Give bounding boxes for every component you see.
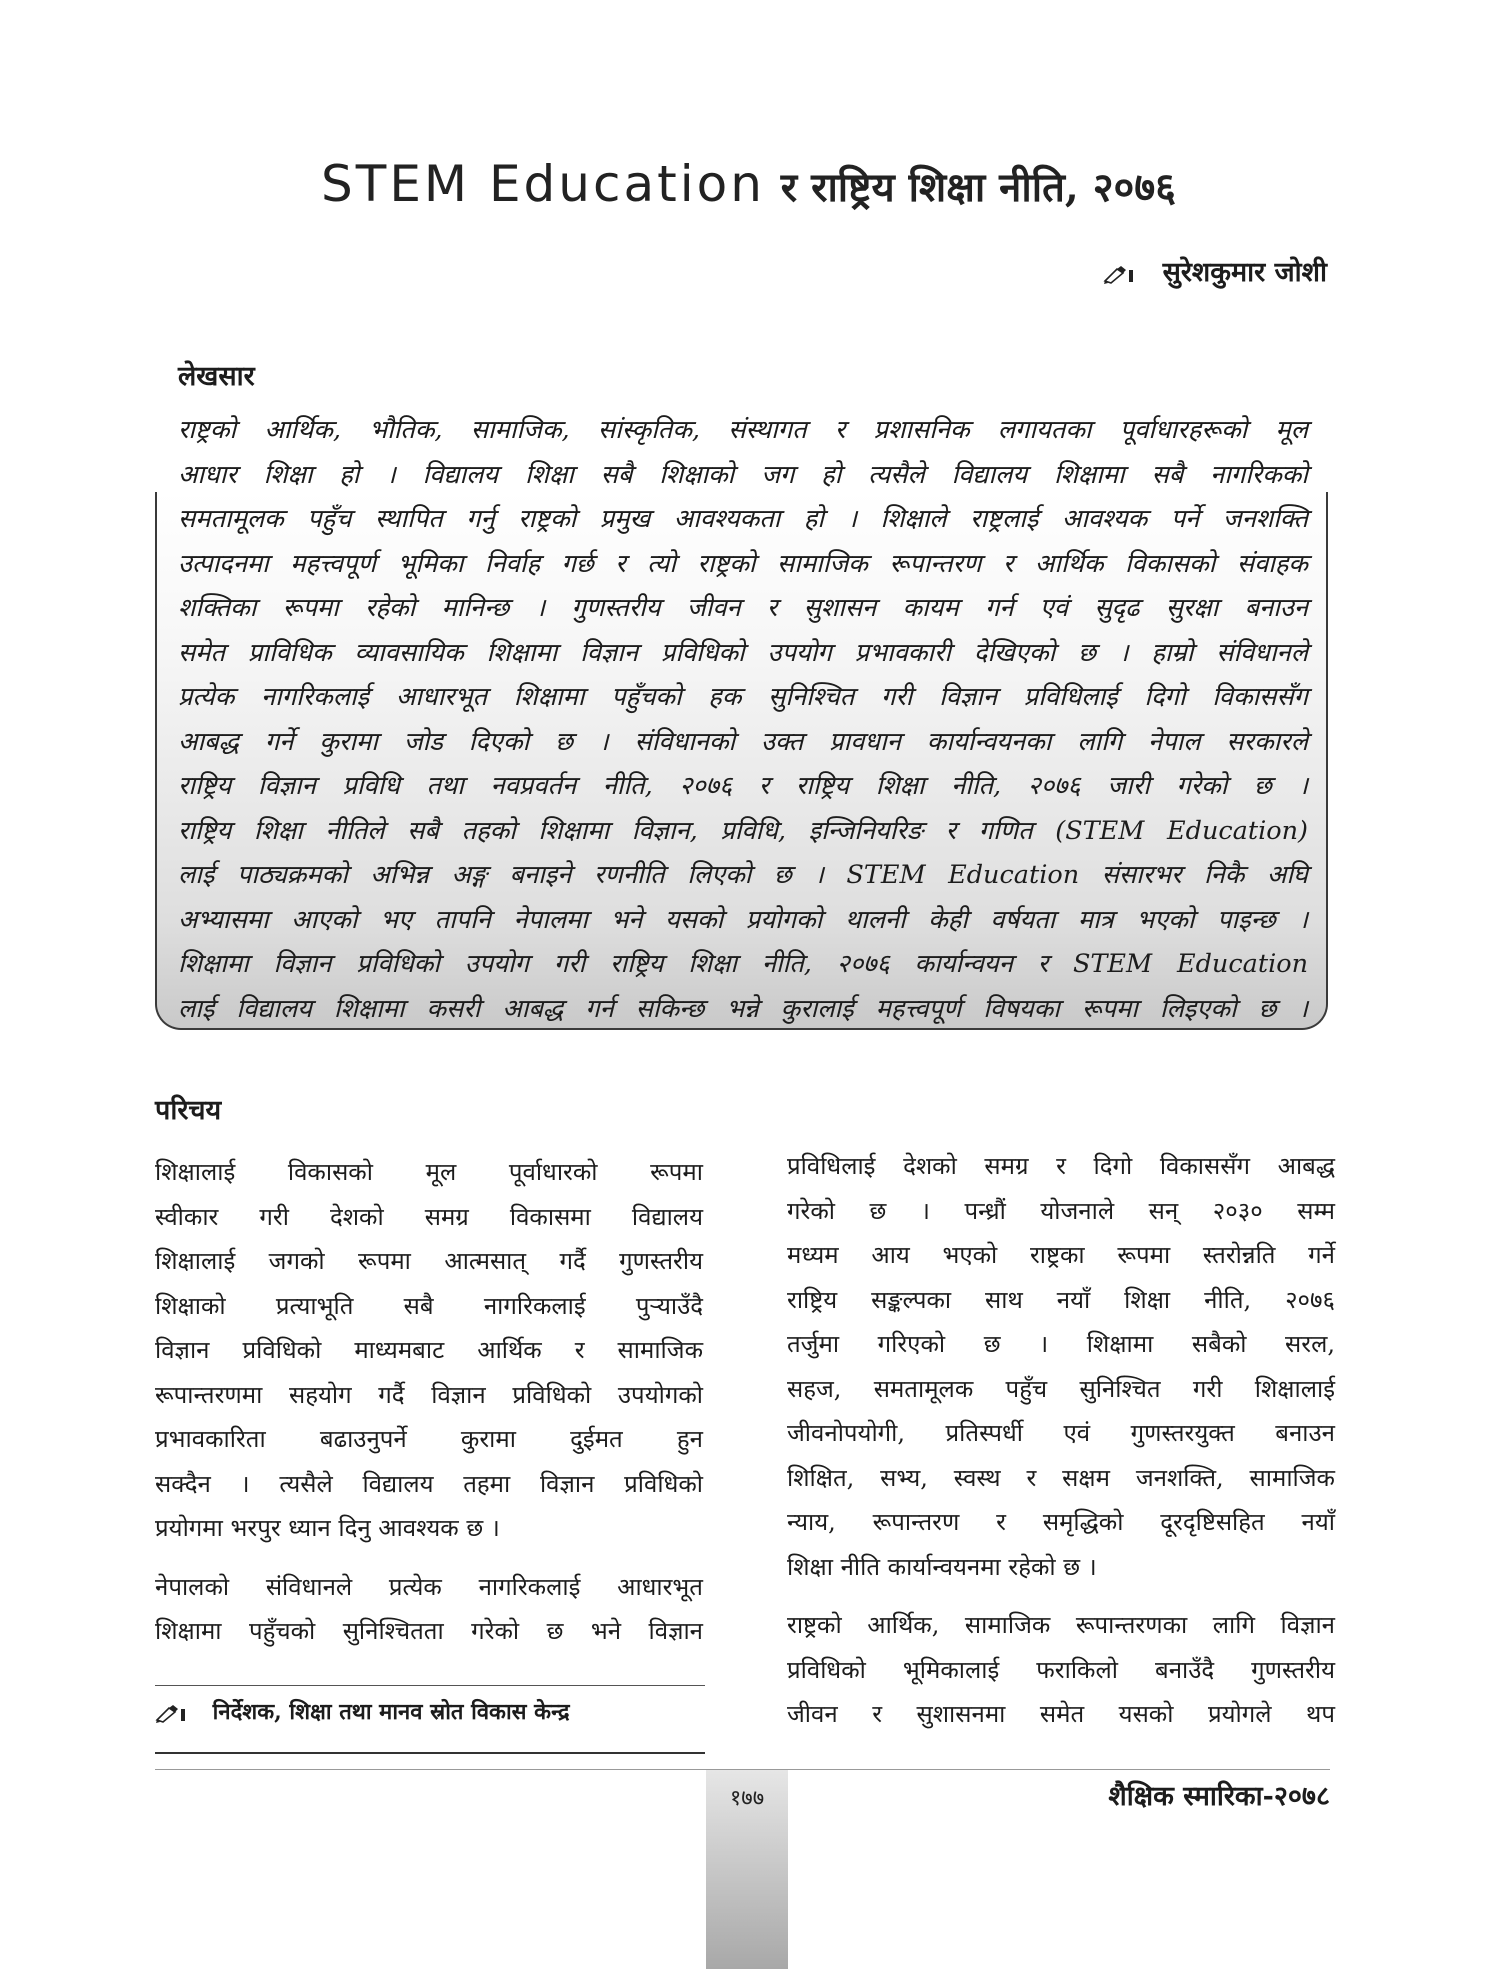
text-line: तर्जुमा गरिएको छ । शिक्षामा सबैको सरल, — [787, 1330, 1335, 1358]
left-column — [155, 1150, 703, 1654]
left-paragraph-1 — [155, 1150, 703, 1551]
abstract-line: शक्तिका रूपमा रहेको मानिन्छ । गुणस्तरीय जीवन र सुशासन कायम गर्न एवं सुदृढ सुरक्षा बनाउन — [178, 593, 1308, 623]
abstract-line: अभ्यासमा आएको भए तापनि नेपालमा भने यसको प्रयोगको थालनी केही वर्षयता मात्र भएको पाइन्छ । — [178, 904, 1308, 935]
author-footnote — [155, 1696, 570, 1726]
text-line: शिक्षालाई विकासको मूल पूर्वाधारको रूपमा — [155, 1158, 703, 1186]
abstract-line: राष्ट्रिय विज्ञान प्रविधि तथा नवप्रवर्तन नीति, २०७६ र राष्ट्रिय शिक्षा नीति, २०७६ जारी गरेको छ । — [178, 771, 1308, 801]
pen-icon — [1103, 264, 1137, 284]
abstract-line: आधार शिक्षा हो । विद्यालय शिक्षा सबै शिक्षाको जग हो त्यसैले विद्यालय शिक्षामा सबै नागरिकको — [178, 459, 1308, 490]
text-line: शिक्षा नीति कार्यान्वयनमा रहेको छ । — [787, 1552, 1097, 1581]
abstract-text — [178, 408, 1308, 1031]
abstract-line: प्रत्येक नागरिकलाई आधारभूत शिक्षामा पहुँचको हक सुनिश्चित गरी विज्ञान प्रविधिलाई दिगो विकाससँग — [178, 682, 1308, 712]
text-line: राष्ट्रिय सङ्कल्पका साथ नयाँ शिक्षा नीति, २०७६ — [787, 1285, 1335, 1314]
pen-icon — [155, 1703, 189, 1723]
footnote-divider-bottom — [155, 1752, 705, 1754]
abstract-line: आबद्ध गर्ने कुरामा जोड दिएको छ । संविधानको उक्त प्रावधान कार्यान्वयनका लागि नेपाल सरकारले — [178, 726, 1308, 757]
abstract-heading: लेखसार — [178, 361, 255, 392]
page-number: १७७ — [729, 1786, 765, 1811]
right-paragraph-2 — [787, 1603, 1335, 1737]
text-line: सक्दैन । त्यसैले विद्यालय तहमा विज्ञान प्रविधिको — [155, 1469, 703, 1498]
abstract-line: लाई विद्यालय शिक्षामा कसरी आबद्ध गर्न सकिन्छ भन्ने कुरालाई महत्त्वपूर्ण विषयका रूपमा लिइएको छ । — [178, 993, 1308, 1024]
intro-heading: परिचय — [155, 1095, 222, 1126]
footnote-text: निर्देशक, शिक्षा तथा मानव स्रोत विकास केन्द्र — [212, 1699, 570, 1725]
text-line: जीवनोपयोगी, प्रतिस्पर्धी एवं गुणस्तरयुक्त बनाउन — [787, 1419, 1335, 1447]
text-line: शिक्षाको प्रत्याभूति सबै नागरिकलाई पुऱ्याउँदै — [155, 1291, 703, 1320]
text-line: जीवन र सुशासनमा समेत यसको प्रयोगले थप — [787, 1700, 1335, 1728]
abstract-line: लाई पाठ्यक्रमको अभिन्न अङ्ग बनाइने रणनीति लिएको छ । STEM Education संसारभर निकै अघि — [178, 860, 1308, 890]
text-line: नेपालको संविधानले प्रत्येक नागरिकलाई आधारभूत — [155, 1572, 703, 1601]
text-line: शिक्षित, सभ्य, स्वस्थ र सक्षम जनशक्ति, सामाजिक — [787, 1463, 1335, 1492]
abstract-line: समतामूलक पहुँच स्थापित गर्नु राष्ट्रको प्रमुख आवश्यकता हो । शिक्षाले राष्ट्रलाई आवश्यक पर्ने जनशक्ति — [178, 504, 1308, 534]
text-line: गरेको छ । पन्ध्रौं योजनाले सन् २०३० सम्म — [787, 1196, 1335, 1225]
article-title — [0, 152, 1497, 220]
abstract-line: समेत प्राविधिक व्यावसायिक शिक्षामा विज्ञान प्रविधिको उपयोग प्रभावकारी देखिएको छ । हाम्रो संविधानले — [178, 637, 1308, 668]
left-paragraph-2 — [155, 1565, 703, 1654]
author-name: सुरेशकुमार जोशी — [1162, 257, 1327, 288]
abstract-line: उत्पादनमा महत्त्वपूर्ण भूमिका निर्वाह गर्छ र त्यो राष्ट्रको सामाजिक रूपान्तरण र आर्थिक विकासको संवाहक — [178, 548, 1308, 579]
text-line: मध्यम आय भएको राष्ट्रका रूपमा स्तरोन्नति गर्ने — [787, 1241, 1335, 1269]
text-line: प्रविधिको भूमिकालाई फराकिलो बनाउँदै गुणस्तरीय — [787, 1655, 1335, 1684]
abstract-line: राष्ट्रिय शिक्षा नीतिले सबै तहको शिक्षामा विज्ञान, प्रविधि, इन्जिनियरिङ र गणित (STEM Education) — [178, 815, 1308, 846]
abstract-line: शिक्षामा विज्ञान प्रविधिको उपयोग गरी राष्ट्रिय शिक्षा नीति, २०७६ कार्यान्वयन र STEM Education — [178, 949, 1308, 979]
text-line: राष्ट्रको आर्थिक, सामाजिक रूपान्तरणका लागि विज्ञान — [787, 1611, 1335, 1639]
right-column — [787, 1144, 1335, 1737]
author-line — [1103, 252, 1327, 289]
text-line: शिक्षालाई जगको रूपमा आत्मसात् गर्दै गुणस्तरीय — [155, 1247, 703, 1275]
text-line: न्याय, रूपान्तरण र समृद्धिको दूरदृष्टिसहित नयाँ — [787, 1508, 1335, 1536]
title-english: STEM Education — [321, 155, 765, 213]
text-line: स्वीकार गरी देशको समग्र विकासमा विद्यालय — [155, 1202, 703, 1231]
text-line: रूपान्तरणमा सहयोग गर्दै विज्ञान प्रविधिको उपयोगको — [155, 1380, 703, 1409]
text-line: प्रभावकारिता बढाउनुपर्ने कुरामा दुईमत हुन — [155, 1425, 703, 1453]
right-paragraph-1 — [787, 1144, 1335, 1589]
footnote-divider — [155, 1685, 705, 1686]
abstract-line: राष्ट्रको आर्थिक, भौतिक, सामाजिक, सांस्कृतिक, संस्थागत र प्रशासनिक लगायतका पूर्वाधारहरूको मूल — [178, 415, 1308, 445]
text-line: विज्ञान प्रविधिको माध्यमबाट आर्थिक र सामाजिक — [155, 1336, 703, 1364]
text-line: सहज, समतामूलक पहुँच सुनिश्चित गरी शिक्षालाई — [787, 1374, 1335, 1403]
text-line: प्रयोगमा भरपुर ध्यान दिनु आवश्यक छ । — [155, 1514, 500, 1542]
journal-name: शैक्षिक स्मारिका-२०७८ — [1108, 1781, 1330, 1812]
title-nepali: र राष्ट्रिय शिक्षा नीति, २०७६ — [780, 164, 1176, 211]
text-line: शिक्षामा पहुँचको सुनिश्चितता गरेको छ भने विज्ञान — [155, 1617, 703, 1645]
text-line: प्रविधिलाई देशको समग्र र दिगो विकाससँग आबद्ध — [787, 1152, 1335, 1180]
